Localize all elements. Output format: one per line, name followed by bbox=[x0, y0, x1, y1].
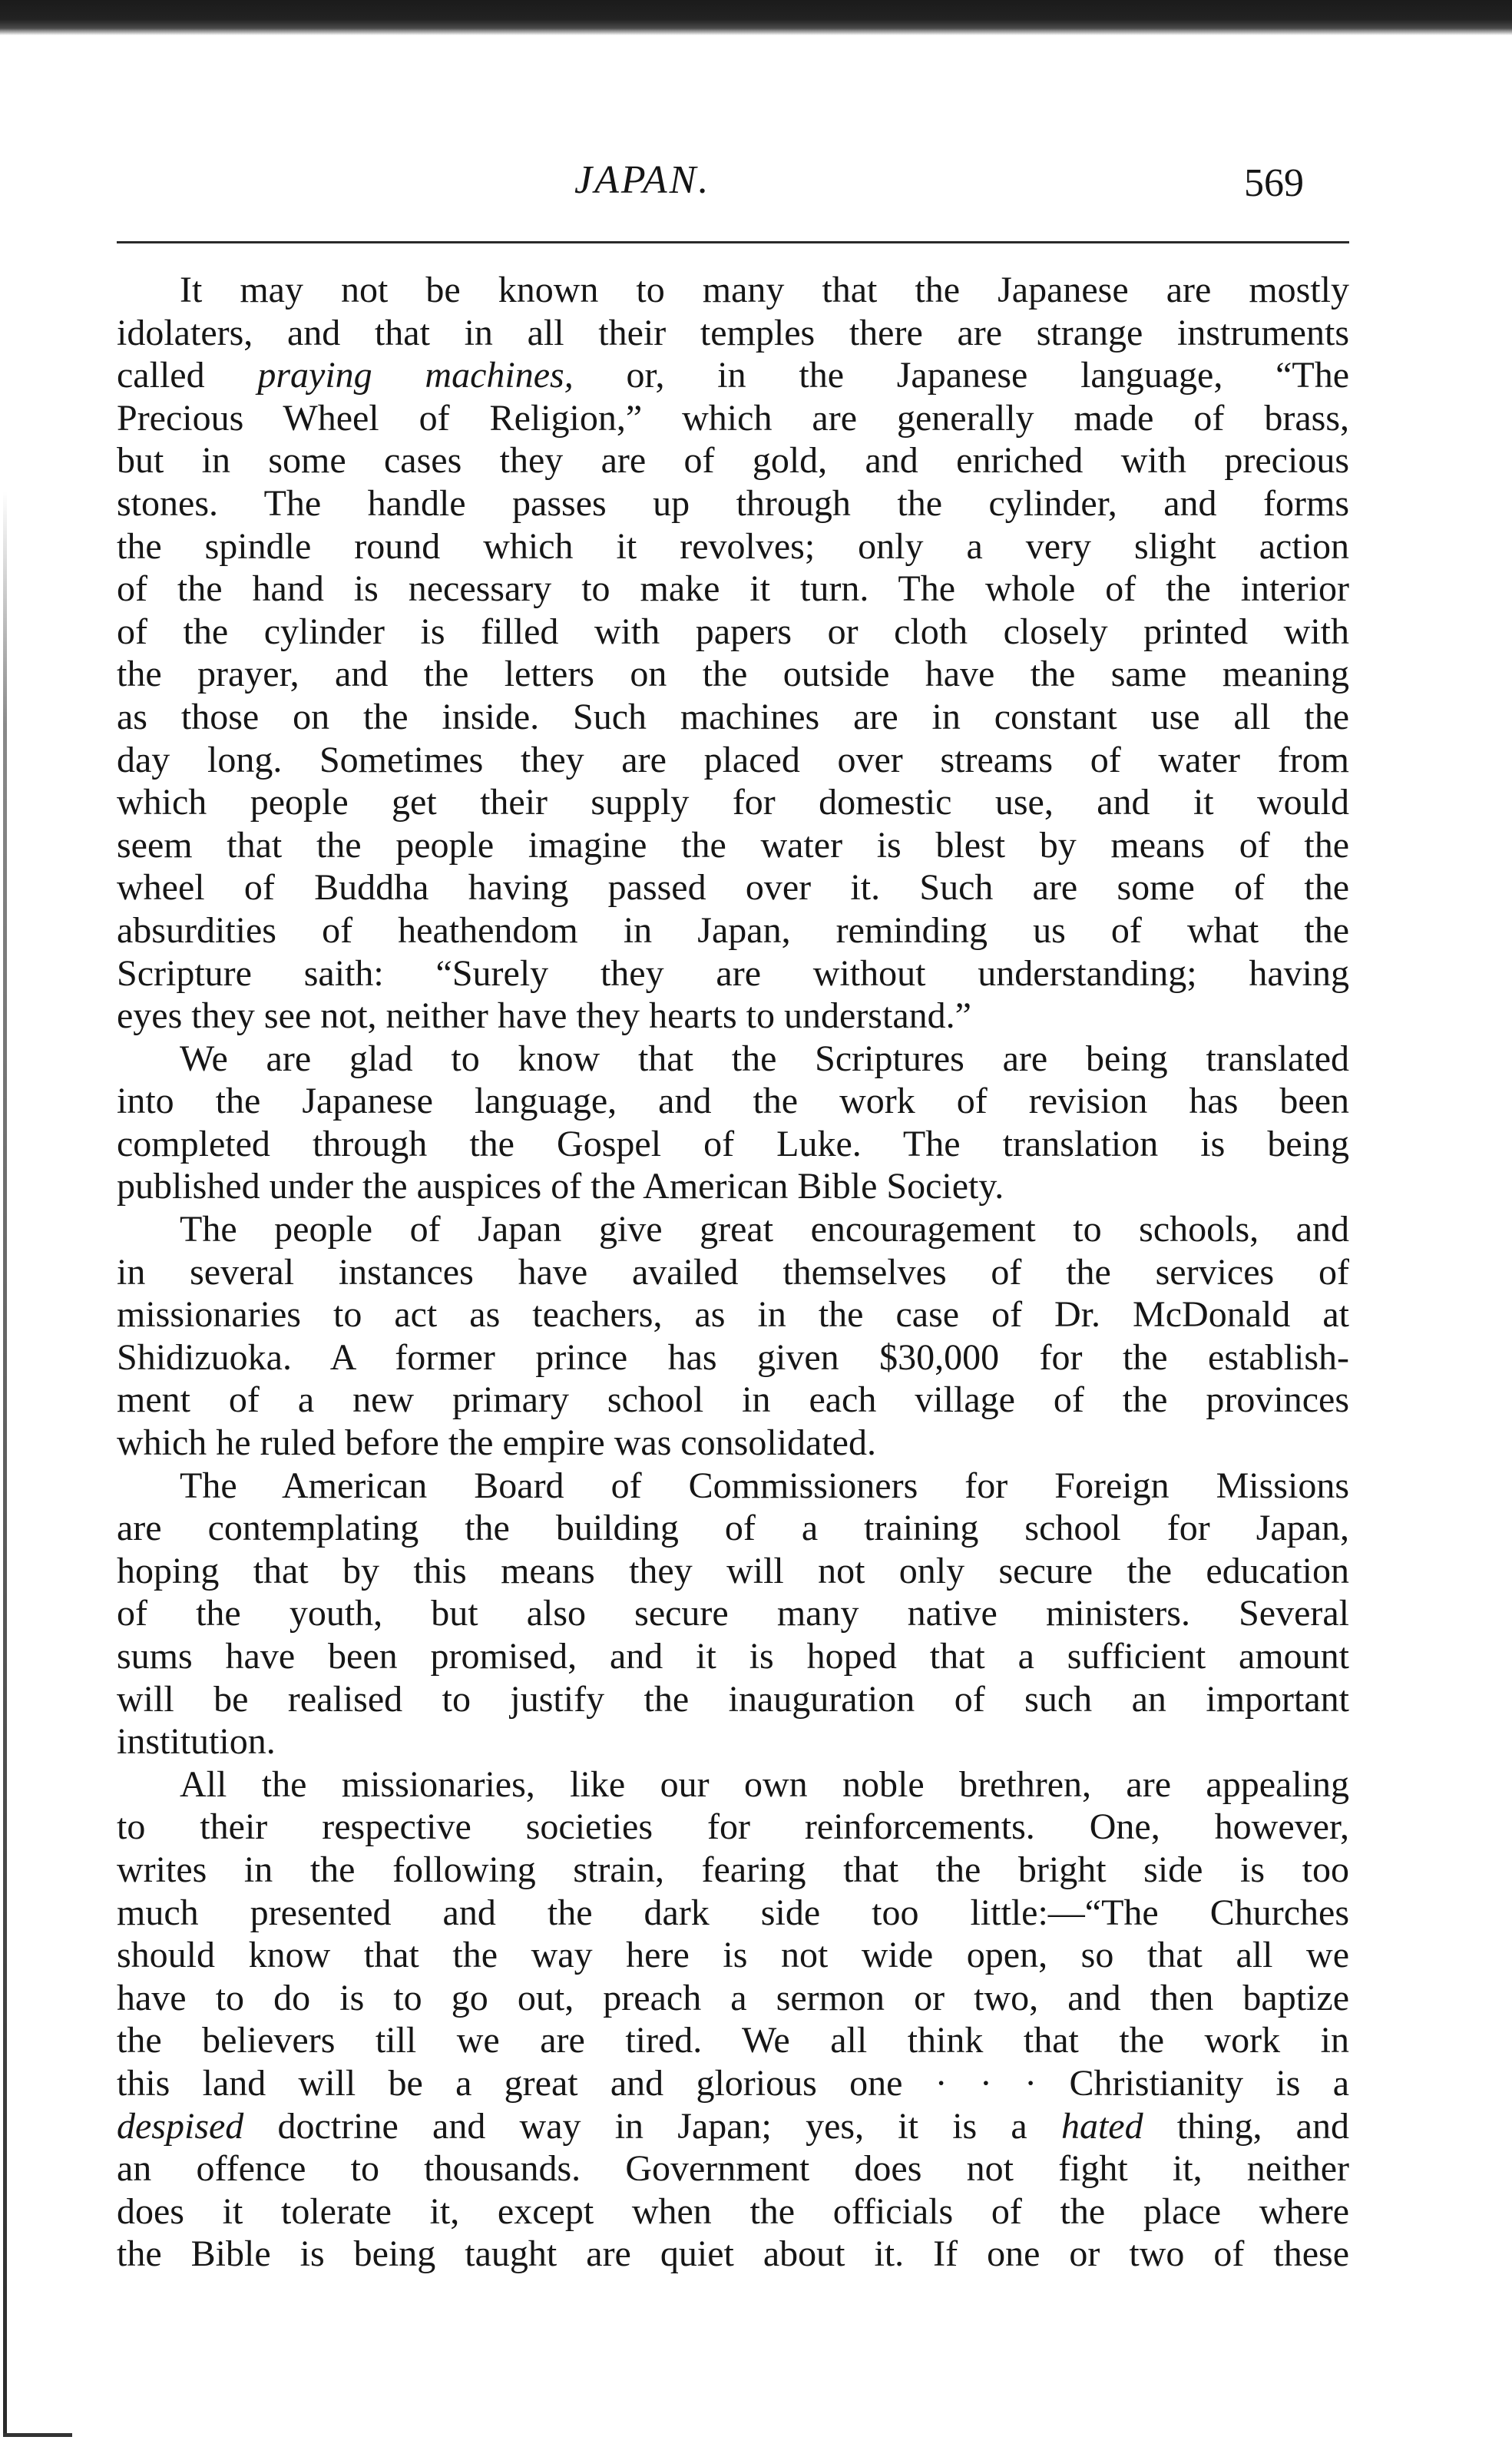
text-line bbox=[117, 2105, 1349, 2148]
text-line: the believers till we are tired. We all think that the work in bbox=[117, 2020, 1349, 2061]
text-run: called bbox=[117, 355, 258, 396]
text-line: of the cylinder is filled with papers or cloth closely printed with bbox=[117, 611, 1349, 652]
text-line: Shidizuoka. A former prince has given $30,000 for the establish- bbox=[117, 1336, 1349, 1378]
text-line: the spindle round which it revolves; only a very slight action bbox=[117, 525, 1349, 567]
text-line: hoping that by this means they will not only secure the education bbox=[117, 1550, 1349, 1591]
text-run: thing, and bbox=[1143, 2105, 1349, 2147]
text-line: are contemplating the building of a training school for Japan, bbox=[117, 1508, 1349, 1549]
text-line: as those on the inside. Such machines are in constant use all the bbox=[117, 696, 1349, 737]
text-line: this land will be a great and glorious one · · · Christianity is a bbox=[117, 2062, 1349, 2104]
text-line: to their respective societies for reinforcements. One, however, bbox=[117, 1806, 1349, 1848]
text-line: writes in the following strain, fearing that the bright side is too bbox=[117, 1849, 1349, 1890]
text-line: sums have been promised, and it is hoped that a sufficient amount bbox=[117, 1636, 1349, 1677]
text-line: wheel of Buddha having passed over it. Such are some of the bbox=[117, 867, 1349, 909]
text-line: All the missionaries, like our own noble brethren, are appealing bbox=[180, 1763, 1349, 1805]
page-number: 569 bbox=[1244, 161, 1304, 205]
text-line: day long. Sometimes they are placed over streams of water from bbox=[117, 739, 1349, 780]
text-line: We are glad to know that the Scriptures are being translated bbox=[180, 1038, 1349, 1079]
text-line: does it tolerate it, except when the officials of the place where bbox=[117, 2190, 1349, 2232]
text-line: eyes they see not, neither have they hearts to understand.” bbox=[117, 995, 971, 1037]
text-line: absurdities of heathendom in Japan, reminding us of what the bbox=[117, 909, 1349, 951]
text-line: which he ruled before the empire was consolidated. bbox=[117, 1422, 876, 1464]
text-line: idolaters, and that in all their temples there are strange instruments bbox=[117, 312, 1349, 353]
text-line: missionaries to act as teachers, as in the case of Dr. McDonald at bbox=[117, 1294, 1349, 1336]
running-head bbox=[0, 157, 1512, 211]
text-line: much presented and the dark side too little:—“The Churches bbox=[117, 1892, 1349, 1933]
text-line: Precious Wheel of Religion,” which are generally made of brass, bbox=[117, 397, 1349, 439]
italic-phrase: despised bbox=[117, 2105, 244, 2147]
scan-bottom-mark bbox=[3, 2433, 72, 2437]
body-text bbox=[117, 269, 1349, 2276]
text-line: have to do is to go out, preach a sermon or two, and then baptize bbox=[117, 1977, 1349, 2018]
italic-phrase: praying machines, bbox=[257, 355, 574, 396]
text-line: should know that the way here is not wide open, so that all we bbox=[117, 1935, 1349, 1976]
text-line: of the hand is necessary to make it turn. The whole of the interior bbox=[117, 568, 1349, 610]
text-line: seem that the people imagine the water is blest by means of the bbox=[117, 824, 1349, 866]
text-line: stones. The handle passes up through the cylinder, and forms bbox=[117, 482, 1349, 524]
text-line: but in some cases they are of gold, and enriched with precious bbox=[117, 440, 1349, 482]
scan-top-edge bbox=[0, 0, 1512, 35]
text-line: in several instances have availed themselves of the services of bbox=[117, 1251, 1349, 1293]
text-line: an offence to thousands. Government does not fight it, neither bbox=[117, 2148, 1349, 2190]
text-line: into the Japanese language, and the work of revision has been bbox=[117, 1081, 1349, 1122]
text-line: the Bible is being taught are quiet about it. If one or two of these bbox=[117, 2233, 1349, 2275]
page-title: JAPAN. bbox=[574, 158, 711, 202]
text-line: ment of a new primary school in each village of the provinces bbox=[117, 1379, 1349, 1421]
scan-left-edge bbox=[3, 492, 7, 2435]
text-run: doctrine and way in Japan; yes, it is a bbox=[243, 2105, 1061, 2147]
text-line: will be realised to justify the inauguration of such an important bbox=[117, 1678, 1349, 1720]
text-run: or, in the Japanese language, “The bbox=[573, 355, 1349, 396]
text-line: the prayer, and the letters on the outside have the same meaning bbox=[117, 654, 1349, 695]
text-line: of the youth, but also secure many native ministers. Several bbox=[117, 1593, 1349, 1634]
header-rule bbox=[117, 241, 1349, 243]
text-line: published under the auspices of the American Bible Society. bbox=[117, 1166, 1004, 1207]
text-line: The American Board of Commissioners for Foreign Missions bbox=[180, 1465, 1349, 1506]
text-line bbox=[117, 354, 1349, 397]
text-line: which people get their supply for domestic use, and it would bbox=[117, 782, 1349, 823]
text-line: It may not be known to many that the Japanese are mostly bbox=[180, 270, 1349, 310]
italic-phrase: hated bbox=[1060, 2105, 1143, 2147]
text-line: The people of Japan give great encouragement to schools, and bbox=[180, 1209, 1349, 1250]
text-line: completed through the Gospel of Luke. The translation is being bbox=[117, 1123, 1349, 1164]
text-line: institution. bbox=[117, 1721, 276, 1763]
text-line: Scripture saith: “Surely they are without understanding; having bbox=[117, 952, 1349, 994]
